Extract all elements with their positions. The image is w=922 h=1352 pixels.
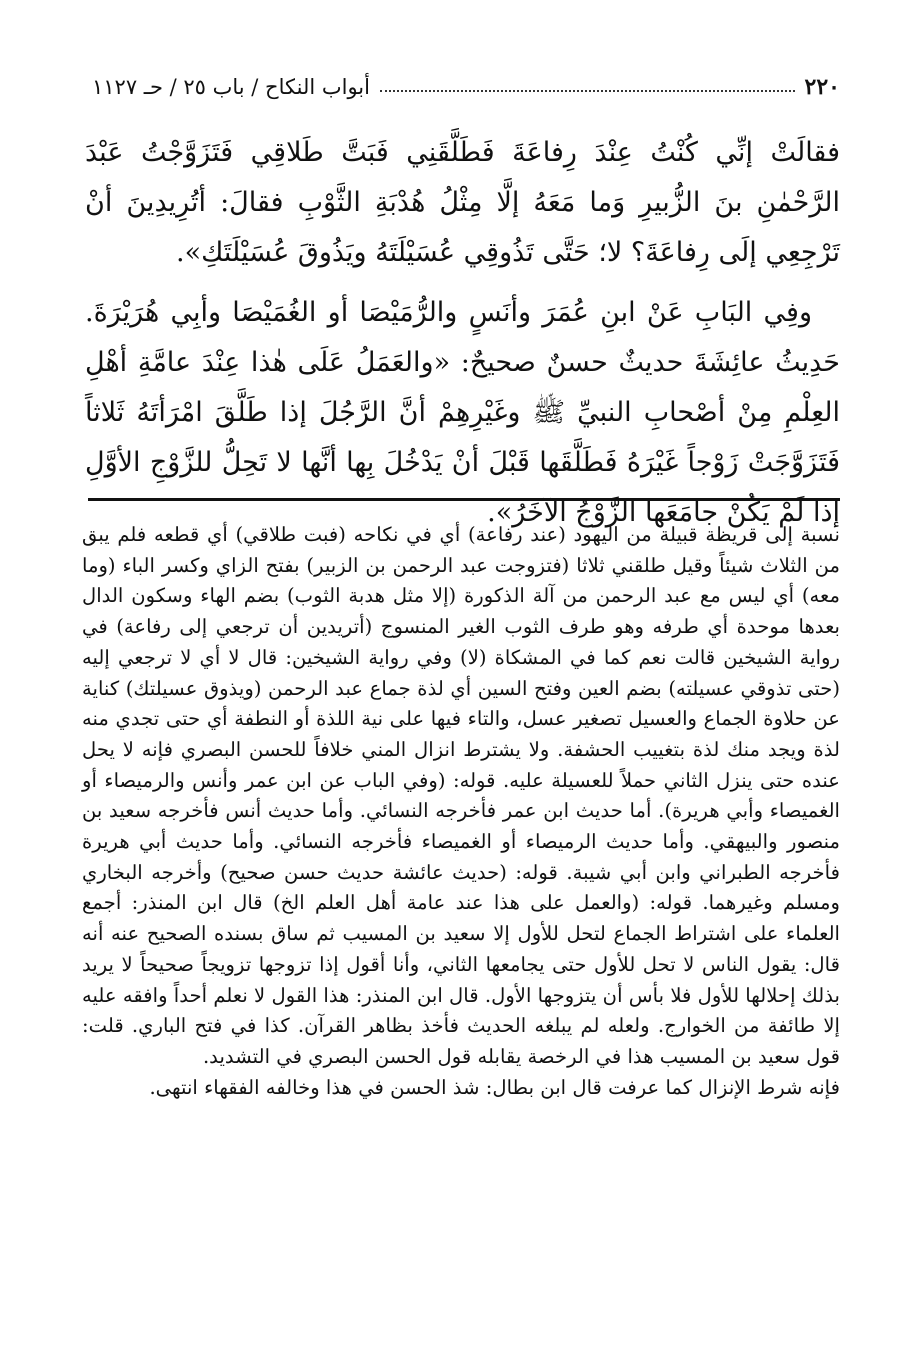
footnote-divider xyxy=(88,498,840,501)
running-title: أبواب النكاح / باب ٢٥ / حـ ١١٢٧ xyxy=(92,75,370,99)
page-number: ٢٢٠ xyxy=(804,74,840,100)
commentary-text xyxy=(82,520,840,1103)
commentary-paragraph: نسبة إلى قريظة قبيلة من اليهود (عند رفاعة) أي في نكاحه (فبت طلاقي) أي قطعه فلم يبق من الثلاث شيئاً وقيل طلقني ثلاثا (فتزوجت عبد الرحمن بن الزبير) بفتح الزاي وكسر الباء (وما معه) أي ليس مع عبد الرحمن من آلة الذكورة (إلا مثل هدبة الثوب) بضم الهاء وسكون الدال بعدها موحدة أي طرفه وهو طرف الثوب الغير المنسوج (أتريدين أن ترجعي إلى رفاعة) في رواية الشيخين قالت نعم كما في المشكاة (لا) وفي رواية الشيخين: قال لا أي لا ترجعي إليه (حتى تذوقي عسيلته) بضم العين وفتح السين أي لذة جماع عبد الرحمن (ويذوق عسيلتك) كناية عن حلاوة الجماع والعسيل تصغير عسل، والتاء فيها على نية اللذة أو النطفة أي حتى تجدي منه لذة ويجد منك لذة بتغييب الحشفة. ولا يشترط انزال المني خلافاً للحسن البصري فإنه لا يحل عنده حتى ينزل الثاني حملاً للعسيلة عليه. قوله: (وفي الباب عن ابن عمر وأنس والرميصاء أو الغميصاء وأبي هريرة). أما حديث ابن عمر فأخرجه النسائي. وأما حديث أنس فأخرجه سعيد بن منصور والبيهقي. وأما حديث الرميصاء أو الغميصاء فأخرجه النسائي. وأما حديث أبي هريرة فأخرجه الطبراني وابن أبي شيبة. قوله: (حديث عائشة حديث حسن صحيح) وأخرجه البخاري ومسلم وغيرهما. قوله: (والعمل على هذا عند عامة أهل العلم الخ) قال ابن المنذر: أجمع العلماء على اشتراط الجماع لتحل للأول إلا سعيد بن المسيب ثم ساق بسنده الصحيح عنه أنه قال: يقول الناس لا تحل للأول حتى يجامعها الثاني، وأنا أقول إذا تزوجها تزويجاً صحيحاً لا يريد بذلك إحلالها للأول فلا بأس أن يتزوجها الأول. قال ابن المنذر: هذا القول لا نعلم أحداً وافقه عليه إلا طائفة من الخوارج. ولعله لم يبلغه الحديث فأخذ بظاهر القرآن. كذا في فتح الباري. قلت: قول سعيد بن المسيب هذا في الرخصة يقابله قول الحسن البصري في التشديد. xyxy=(82,523,840,1068)
hadith-paragraph: فقالَتْ إنِّي كُنْتُ عِنْدَ رِفاعَةَ فَطَلَّقَنِي فَبَتَّ طَلاقِي فَتَزَوَّجْتُ عَبْدَ الرَّحْمٰنِ بنَ الزُّبيرِ وَما مَعَهُ إلَّا مِثْلُ هُدْبَةِ الثَّوْبِ فقالَ: أتُرِيدِينَ أنْ تَرْجِعِي إلَى رِفاعَةَ؟ لا؛ حَتَّى تَذُوقِي عُسَيْلَتَهُ ويَذُوقَ عُسَيْلَتَكِ». xyxy=(85,137,840,268)
hadith-paragraph: وفِي البَابِ عَنْ ابنِ عُمَرَ وأنَسٍ والرُّمَيْصَا أو الغُمَيْصَا وأبِي هُرَيْرَةَ. حَدِيثُ عائِشَةَ حديثٌ حسنٌ صحيحٌ: «والعَمَلُ عَلَى هٰذا عِنْدَ عامَّةِ أهْلِ العِلْمِ مِنْ أصْحابِ النبيِّ ﷺ وغَيْرِهِمْ أنَّ الرَّجُلَ إذا طَلَّقَ امْرَأتَهُ ثَلاثاً فَتَزَوَّجَتْ زَوْجاً غَيْرَهُ فَطَلَّقَها قَبْلَ أنْ يَدْخُلَ بِها أنَّها لا تَحِلُّ للزَّوْجِ الأوَّلِ إذا لَمْ يَكُنْ جامَعَها الزَّوْجُ الآخَرُ». xyxy=(85,297,840,528)
commentary-paragraph: فإنه شرط الإنزال كما عرفت قال ابن بطال: شذ الحسن في هذا وخالفه الفقهاء انتهى. xyxy=(149,1075,840,1099)
page-header xyxy=(92,70,840,104)
leader-dots xyxy=(380,82,795,92)
hadith-text xyxy=(85,128,840,538)
